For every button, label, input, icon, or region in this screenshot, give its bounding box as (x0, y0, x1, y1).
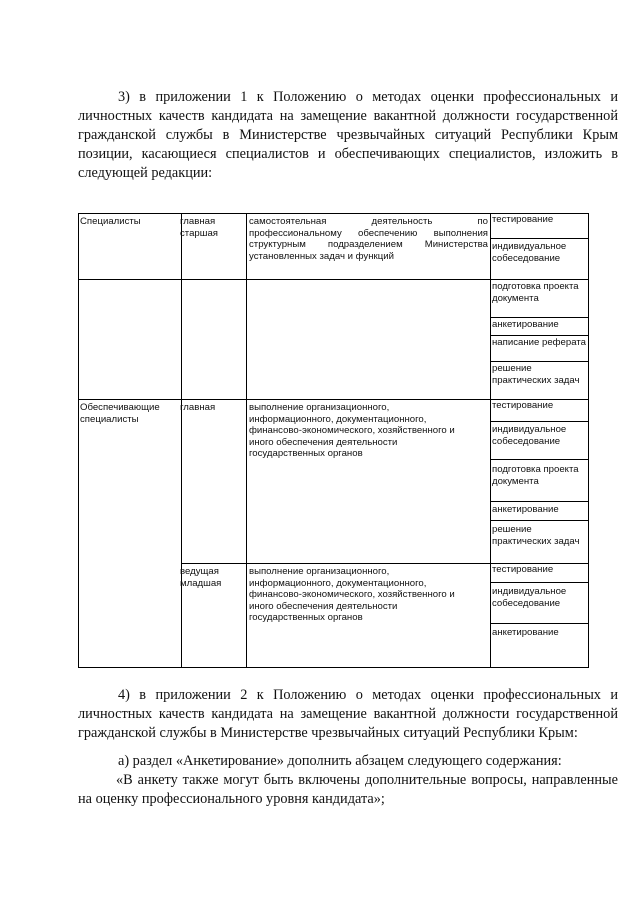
method-divider (490, 582, 589, 583)
method-testing: тестирование (492, 214, 554, 225)
col-divider-1 (181, 213, 182, 668)
method-practical-tasks: решение практических задач (492, 363, 580, 386)
category-support: Обеспечивающие специалисты (80, 402, 160, 425)
table-border-right (588, 213, 589, 668)
duty-specialists: самостоятельная деятельность по профессиональному обеспечению выполнения структурным подразделением Министерства установленных задач и функций (249, 216, 488, 262)
col-divider-2 (246, 213, 247, 668)
method-draft-document: подготовка проекта документа (492, 281, 579, 304)
method-questionnaire: анкетирование (492, 627, 559, 638)
intro-paragraph: 3) в приложении 1 к Положению о методах оценки профессиональных и личностных качеств кандидата на замещение вакантной должности государственной гражданской службы в Министерстве чрезвычайных ситуаций Республики Крым позиции, касающиеся специалистов и обеспечивающих специалистов, изложить в следующей редакции: (78, 89, 618, 181)
method-interview: индивидуальное собеседование (492, 586, 567, 609)
group-principal: главная (180, 402, 216, 413)
method-divider (490, 623, 589, 624)
duty-principal: выполнение организационного, информационного, документационного, финансово-экономического, хозяйственного и иного обеспечения деятельности государственных органов (249, 402, 455, 460)
method-testing: тестирование (492, 564, 554, 575)
duty-leading-junior: выполнение организационного, информационного, документационного, финансово-экономического, хозяйственного и иного обеспечения деятельности государственных органов (249, 566, 455, 624)
row-divider-specialists (78, 279, 490, 280)
method-questionnaire: анкетирование (492, 504, 559, 515)
groups-leading-junior: ведущая младшая (180, 566, 222, 589)
item4-paragraph: 4) в приложении 2 к Положению о методах оценки профессиональных и личностных качеств кандидата на замещение вакантной должности государственной гражданской службы в Министерстве чрезвычайных ситуаций Республики Крым: (78, 687, 618, 741)
evaluation-methods-table (78, 213, 589, 668)
method-interview: индивидуальное собеседование (492, 424, 567, 447)
method-divider (490, 501, 589, 502)
groups-specialists: главная старшая (180, 216, 218, 239)
method-divider (490, 238, 589, 239)
method-questionnaire: анкетирование (492, 319, 559, 330)
method-testing: тестирование (492, 400, 554, 411)
method-divider (490, 317, 589, 318)
method-practical-tasks: решение практических задач (492, 524, 580, 547)
method-divider (490, 421, 589, 422)
method-divider (490, 279, 589, 280)
method-divider (490, 335, 589, 336)
method-divider (490, 459, 589, 460)
method-divider (490, 520, 589, 521)
col-divider-3 (490, 213, 491, 668)
table-border-bottom (78, 667, 589, 668)
item4a-line: а) раздел «Анкетирование» дополнить абзацем следующего содержания: (118, 753, 562, 769)
method-essay: написание реферата (492, 337, 586, 348)
item4a-block (78, 752, 618, 809)
method-draft-document: подготовка проекта документа (492, 464, 579, 487)
method-interview: индивидуальное собеседование (492, 241, 567, 264)
category-specialists: Специалисты (80, 216, 141, 227)
method-divider (490, 361, 589, 362)
table-border-left (78, 213, 79, 668)
item4a-quote: «В анкету также могут быть включены дополнительные вопросы, направленные на оценку профессионального уровня кандидата»; (78, 772, 618, 807)
